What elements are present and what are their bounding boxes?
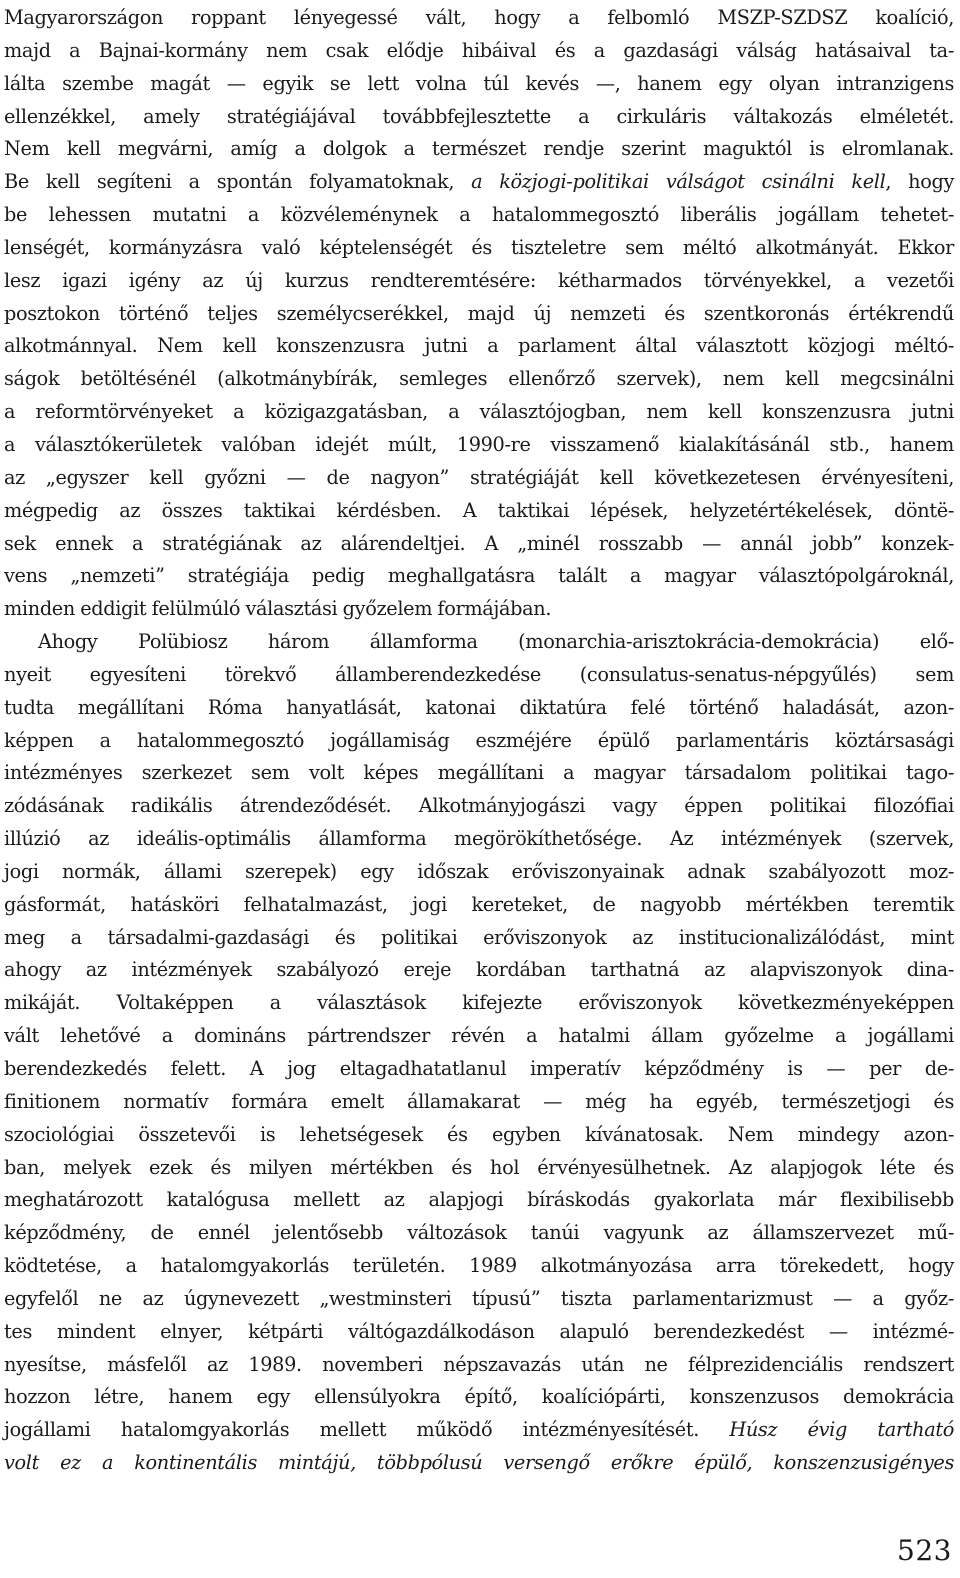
text-line: lenségét, kormányzásra való képtelenségét és tiszteletre sem méltó alkotmányát. Ekkor xyxy=(4,235,954,259)
text-line: be lehessen mutatni a közvéleménynek a hatalommegosztó liberális jogállam tehetet- xyxy=(4,203,954,227)
text-line: sek ennek a stratégiának az alárendeltjei. A „minél rosszabb — annál jobb” konzek- xyxy=(4,531,954,555)
text-line-mixed xyxy=(4,166,954,199)
text-line: egyfelől ne az úgynevezett „westminsteri típusú” tiszta parlamentarizmust — a győz- xyxy=(4,1286,954,1310)
text-line: tes mindent elnyer, kétpárti váltógazdálkodáson alapuló berendezkedést — intézmé- xyxy=(4,1319,954,1343)
text-line: a reformtörvényeket a közigazgatásban, a választójogban, nem kell konszenzusra jutni xyxy=(4,400,954,424)
document-page xyxy=(4,2,954,1480)
text-line: az „egyszer kell győzni — de nagyon” stratégiáját kell következetesen érvényesíteni, xyxy=(4,465,954,489)
text-line: majd a Bajnai-kormány nem csak elődje hibáival és a gazdasági válság hatásaival ta- xyxy=(4,38,954,62)
text-line: gásformát, hatásköri felhatalmazást, jogi kereteket, de nagyobb mértékben teremtik xyxy=(4,892,954,916)
text-run: Be kell segíteni a spontán folyamatoknak, xyxy=(4,170,472,194)
text-line: képződmény, de ennél jelentősebb változások tanúi vagyunk az államszervezet mű- xyxy=(4,1221,954,1245)
text-line: vens „nemzeti” stratégiája pedig meghallgatásra talált a magyar választópolgároknál, xyxy=(4,564,954,588)
text-line: minden eddigit felülmúló választási győzelem formájában. xyxy=(4,597,552,621)
text-line: zódásának radikális átrendeződését. Alkotmányjogászi vagy éppen politikai filozófiai xyxy=(4,794,954,818)
text-line: jogi normák, állami szerepek) egy időszak erőviszonyainak adnak szabályozott moz- xyxy=(4,859,954,883)
text-run: jogállami hatalomgyakorlás mellett működő intézményesítését. xyxy=(4,1418,730,1442)
text-line: alkotmánnyal. Nem kell konszenzusra jutni a parlament által választott közjogi méltó- xyxy=(4,334,954,358)
text-line: meghatározott katalógusa mellett az alapjogi bíráskodás gyakorlata már flexibilisebb xyxy=(4,1188,954,1212)
text-line: vált lehetővé a domináns pártrendszer révén a hatalmi állam győzelme a jogállami xyxy=(4,1024,954,1048)
text-line: illúzió az ideális-optimális államforma megörökíthetősége. Az intézmények (szervek, xyxy=(4,827,954,851)
text-line: intézményes szerkezet sem volt képes megállítani a magyar társadalom politikai tago- xyxy=(4,761,954,785)
page-number: 523 xyxy=(897,1534,952,1567)
paragraph-2 xyxy=(4,626,954,1480)
text-line: képpen a hatalommegosztó jogállamiság eszméjére épülő parlamentáris köztársasági xyxy=(4,728,954,752)
text-line: posztokon történő teljes személycserékkel, majd új nemzeti és szentkoronás értékrendű xyxy=(4,301,954,325)
text-line: nyeit egyesíteni törekvő államberendezkedése (consulatus-senatus-népgyűlés) sem xyxy=(4,662,954,686)
italic-emphasis: Húsz évig tartható xyxy=(729,1418,954,1442)
text-line: ellenzékkel, amely stratégiájával továbbfejlesztette a cirkuláris váltakozás elméletét. xyxy=(4,104,954,128)
text-line: lesz igazi igény az új kurzus rendteremtésére: kétharmados törvényekkel, a vezetői xyxy=(4,268,954,292)
text-line: finitionem normatív formára emelt államakarat — még ha egyéb, természetjogi és xyxy=(4,1089,954,1113)
italic-emphasis: volt ez a kontinentális mintájú, többpólusú versengő erőkre épülő, konszenzusigényes xyxy=(4,1451,954,1475)
text-line: berendezkedés felett. A jog eltagadhatatlanul imperatív képződmény is — per de- xyxy=(4,1057,954,1080)
text-line: ahogy az intézmények szabályozó ereje kordában tarthatná az alapviszonyok dina- xyxy=(4,958,954,982)
text-line: lálta szembe magát — egyik se lett volna túl kevés —, hanem egy olyan intranzigens xyxy=(4,71,954,95)
text-line: ban, melyek ezek és milyen mértékben és hol érvényesülhetnek. Az alapjogok léte és xyxy=(4,1155,954,1179)
text-line: hozzon létre, hanem egy ellensúlyokra építő, koalíciópárti, konszenzusos demokrácia xyxy=(4,1385,954,1409)
text-line: meg a társadalmi-gazdasági és politikai erőviszonyok az institucionalizálódást, mint xyxy=(4,925,954,949)
text-line: nyesítse, másfelől az 1989. novemberi népszavazás után ne félprezidenciális rendszert xyxy=(4,1352,954,1376)
text-run: , hogy xyxy=(885,170,955,194)
text-line: tudta megállítani Róma hanyatlását, katonai diktatúra felé történő haladását, azon- xyxy=(4,695,954,719)
text-line-italic xyxy=(4,1447,954,1480)
text-line: szociológiai összetevői is lehetségesek és egyben kívánatosak. Nem mindegy azon- xyxy=(4,1122,954,1146)
text-line: ködtetése, a hatalomgyakorlás területén. 1989 alkotmányozása arra törekedett, hogy xyxy=(4,1254,954,1278)
paragraph-1 xyxy=(4,2,954,626)
text-line: Nem kell megvárni, amíg a dolgok a természet rendje szerint maguktól is elromlanak. xyxy=(4,137,954,161)
text-line: Magyarországon roppant lényegessé vált, hogy a felbomló MSZP-SZDSZ koalíció, xyxy=(4,6,954,29)
text-line: Ahogy Polübiosz három államforma (monarchia-arisztokrácia-demokrácia) elő- xyxy=(38,630,954,654)
text-line: ságok betöltésénél (alkotmánybírák, semleges ellenőrző szervek), nem kell megcsinálni xyxy=(4,367,954,391)
text-line-mixed xyxy=(4,1414,954,1447)
text-line: mégpedig az összes taktikai kérdésben. A taktikai lépések, helyzetértékelések, döntë- xyxy=(4,498,954,522)
text-line: mikáját. Voltaképpen a választások kifejezte erőviszonyok következményeképpen xyxy=(4,991,954,1015)
text-line: a választókerületek valóban idejét múlt, 1990-re visszamenő kialakításánál stb., hanem xyxy=(4,432,954,456)
italic-emphasis: a közjogi-politikai válságot csinálni kell xyxy=(471,170,886,194)
